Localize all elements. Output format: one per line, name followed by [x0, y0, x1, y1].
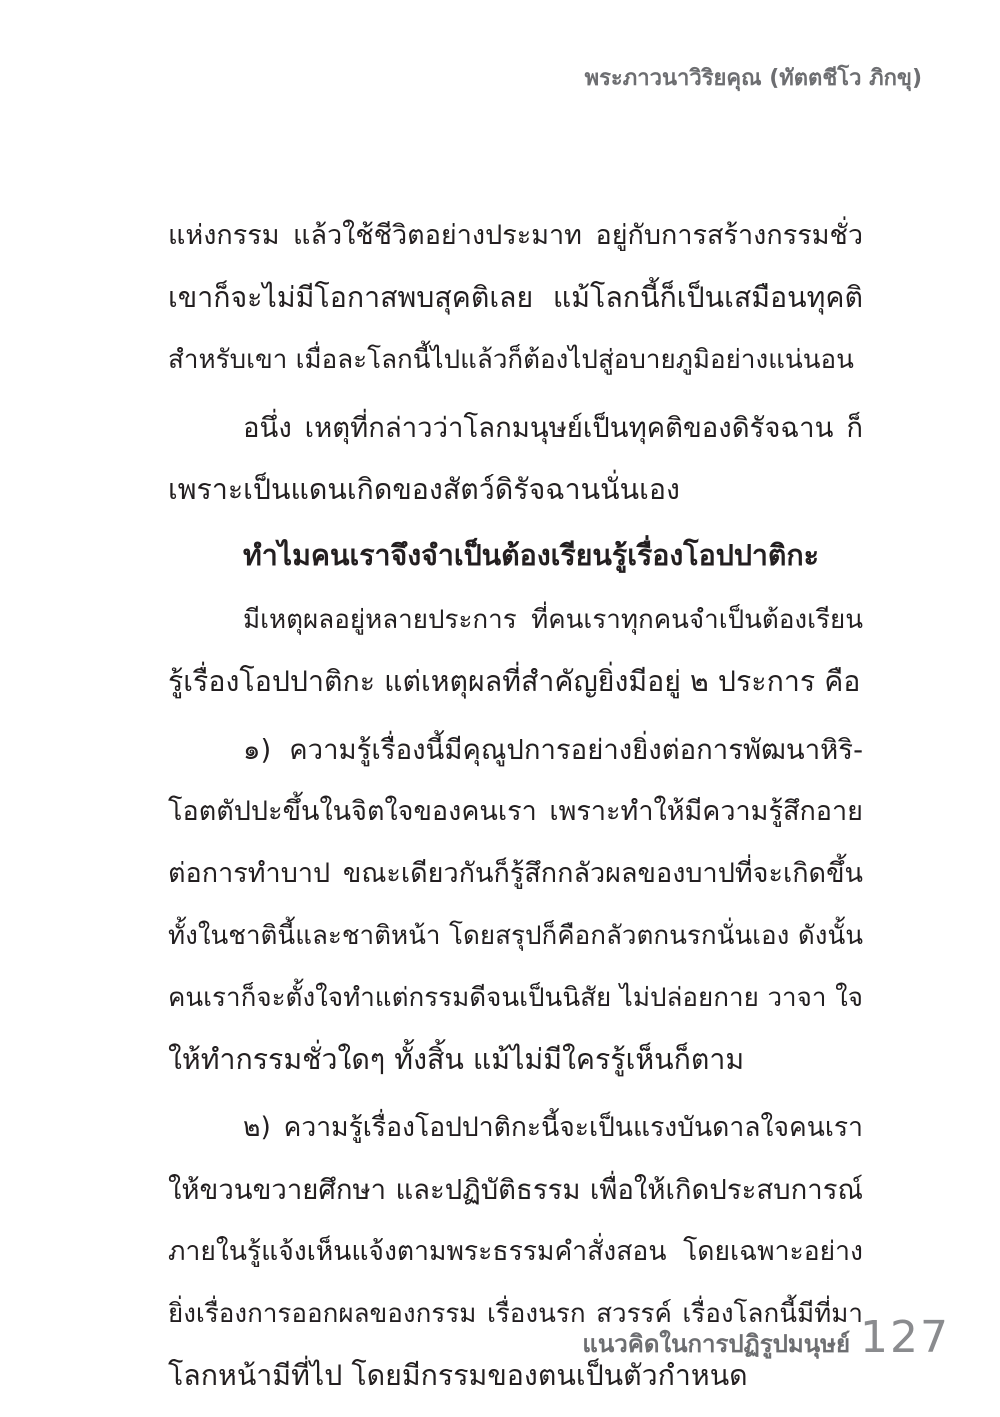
footer-book-title: แนวคิดในการปฏิรูปมนุษย์ — [582, 1330, 851, 1358]
text-line: เพราะเป็นแดนเกิดของสัตว์ดิรัจฉานนั่นเอง — [168, 473, 680, 506]
page-number: 127 — [860, 1312, 950, 1363]
paragraph — [168, 205, 863, 391]
text-line: สำหรับเขา เมื่อละโลกนี้ไปแล้วก็ต้องไปสู่อบายภูมิอย่างแน่นอน — [168, 345, 854, 375]
text-line: แห่งกรรม แล้วใช้ชีวิตอย่างประมาท อยู่กับการสร้างกรรมชั่ว — [168, 220, 863, 251]
text-line: ยิ่งเรื่องการออกผลของกรรม เรื่องนรก สวรรค์ เรื่องโลกนี้มีที่มา — [168, 1299, 863, 1329]
paragraph — [168, 397, 863, 521]
text-line: มีเหตุผลอยู่หลายประการ ที่คนเราทุกคนจำเป็นต้องเรียน — [243, 605, 863, 635]
text-line: ภายในรู้แจ้งเห็นแจ้งตามพระธรรมคำสั่งสอน โดยเฉพาะอย่าง — [168, 1236, 863, 1267]
text-line: ให้ทำกรรมชั่วใดๆ ทั้งสิ้น แม้ไม่มีใครรู้เห็นก็ตาม — [168, 1043, 745, 1076]
text-line: อนึ่ง เหตุที่กล่าวว่าโลกมนุษย์เป็นทุคติของดิรัจฉาน ก็ — [243, 412, 863, 444]
text-line: ทั้งในชาตินี้และชาติหน้า โดยสรุปก็คือกลัวตกนรกนั่นเอง ดังนั้น — [168, 921, 863, 951]
text-line: เขาก็จะไม่มีโอกาสพบสุคติเลย แม้โลกนี้ก็เป็นเสมือนทุคติ — [168, 281, 863, 314]
text-line: คนเราก็จะตั้งใจทำแต่กรรมดีจนเป็นนิสัย ไม่ปล่อยกาย วาจา ใจ — [168, 983, 863, 1013]
text-line: ให้ขวนขวายศึกษา และปฏิบัติธรรม เพื่อให้เกิดประสบการณ์ — [168, 1174, 863, 1206]
section-heading: ทำไมคนเราจึงจำเป็นต้องเรียนรู้เรื่องโอปปาติกะ — [243, 539, 819, 572]
body-text — [168, 205, 863, 1407]
running-header: พระภาวนาวิริยคุณ (ทัตตชีโว ภิกขุ) — [584, 66, 922, 91]
paragraph — [168, 589, 863, 713]
text-line: ๒) ความรู้เรื่องโอปปาติกะนี้จะเป็นแรงบันดาลใจคนเรา — [243, 1112, 863, 1143]
paragraph — [168, 719, 863, 1091]
text-line: โลกหน้ามีที่ไป โดยมีกรรมของตนเป็นตัวกำหนด — [168, 1359, 748, 1392]
text-line: ๑) ความรู้เรื่องนี้มีคุณูปการอย่างยิ่งต่อการพัฒนาหิริ- — [243, 734, 863, 766]
running-footer — [582, 1312, 950, 1363]
text-line: โอตตัปปะขึ้นในจิตใจของคนเรา เพราะทำให้มีความรู้สึกอาย — [168, 796, 863, 827]
text-line: รู้เรื่องโอปปาติกะ แต่เหตุผลที่สำคัญยิ่งมีอยู่ ๒ ประการ คือ — [168, 665, 861, 698]
text-line: ต่อการทำบาป ขณะเดียวกันก็รู้สึกกลัวผลของบาปที่จะเกิดขึ้น — [168, 858, 863, 889]
